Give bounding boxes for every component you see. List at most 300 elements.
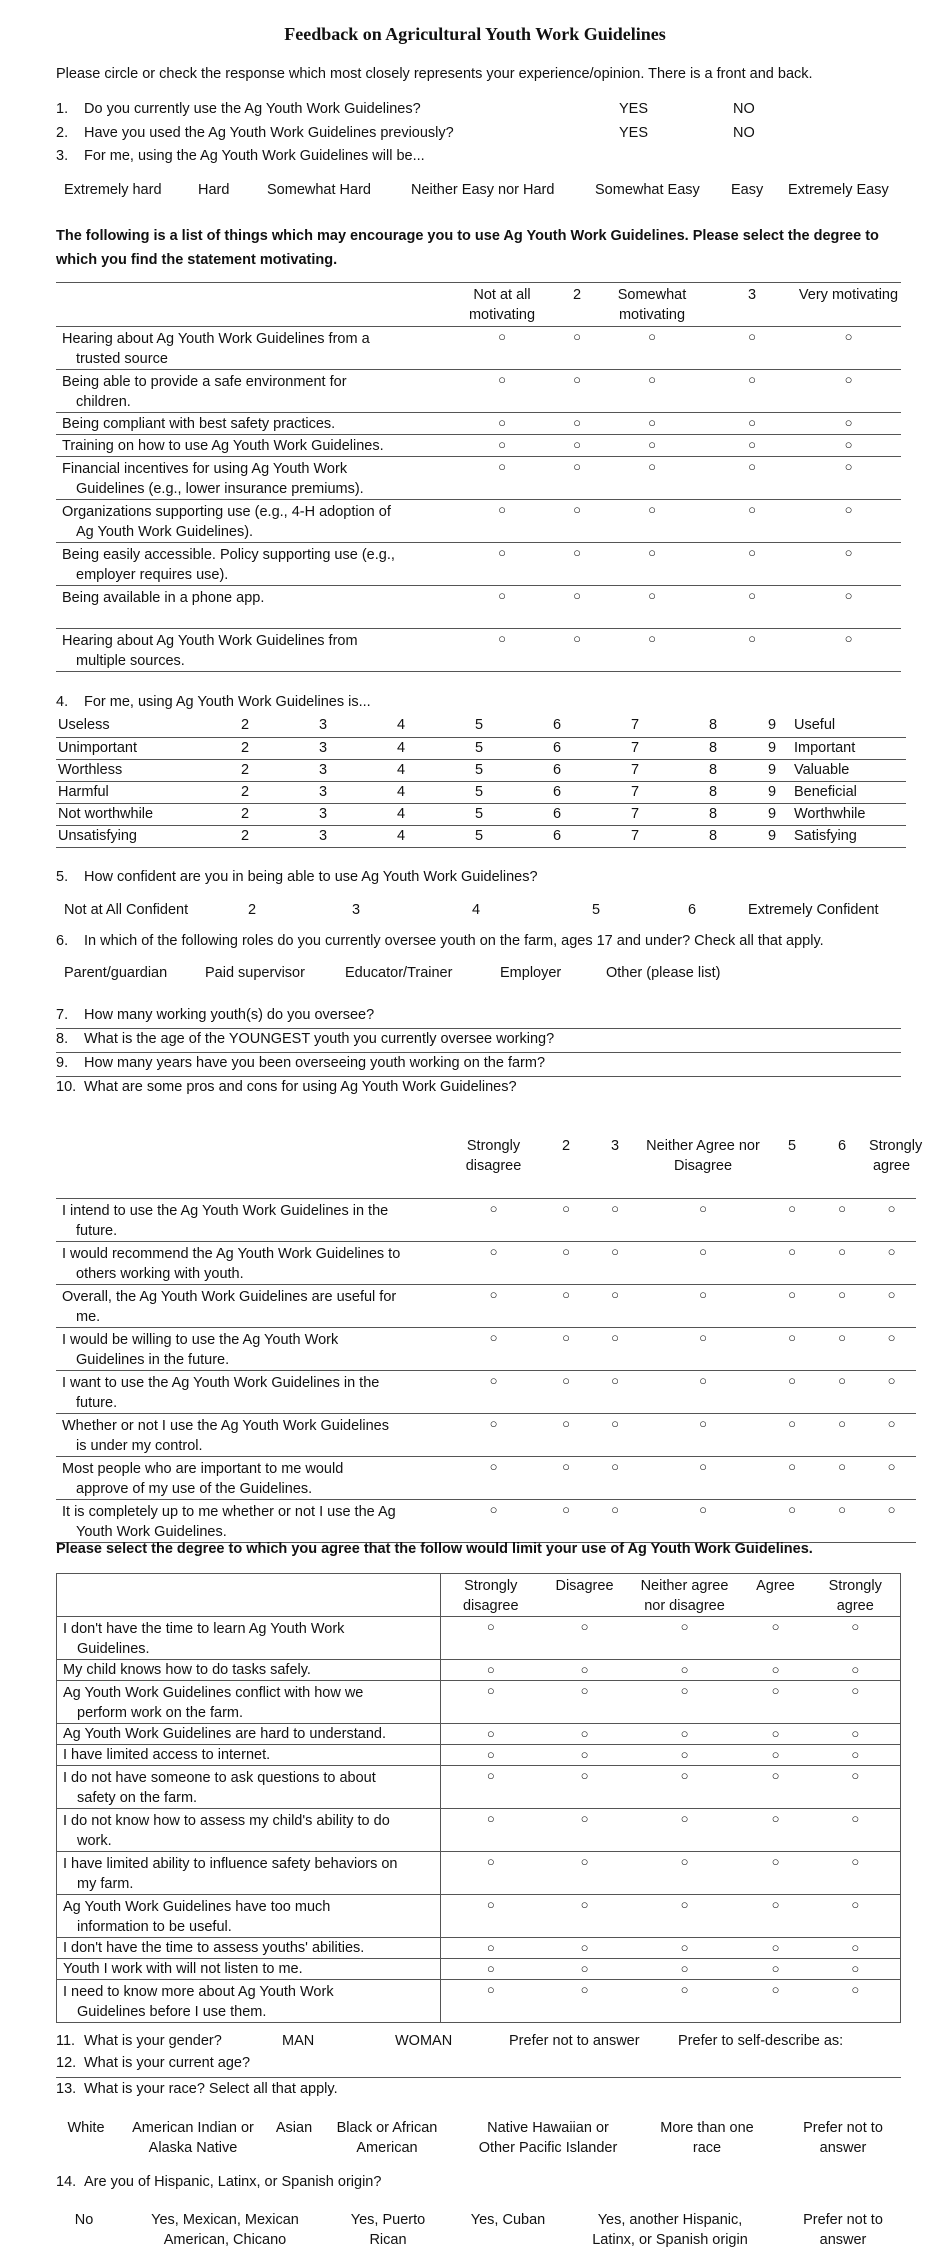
statement-cell [57,1980,441,2023]
radio-option[interactable]: ○ [699,1501,707,1517]
radio-option[interactable]: ○ [498,329,506,344]
radio-option[interactable]: ○ [573,545,581,560]
radio-option[interactable]: ○ [648,588,656,603]
radio-option[interactable]: ○ [844,459,853,474]
radio-option[interactable]: ○ [486,1662,495,1677]
radio-option[interactable]: ○ [611,1501,619,1517]
scale-point[interactable]: 9 [767,739,777,756]
radio-option[interactable]: ○ [851,1982,860,1997]
radio-option[interactable]: ○ [748,415,756,430]
scale-point[interactable]: 5 [474,761,484,778]
radio-option[interactable]: ○ [573,329,581,344]
radio-option[interactable]: ○ [580,1897,589,1912]
radio-option[interactable]: ○ [489,1286,498,1302]
q11-option[interactable]: WOMAN [395,2033,453,2049]
radio-option[interactable]: ○ [611,1458,619,1474]
radio-option[interactable]: ○ [498,459,506,474]
radio-option[interactable]: ○ [887,1415,896,1431]
radio-option[interactable]: ○ [498,545,506,560]
scale-point[interactable]: 4 [396,739,406,756]
scale-point[interactable]: 8 [708,717,718,733]
radio-option[interactable]: ○ [489,1501,498,1517]
statement-line: Guidelines. [77,1641,150,1657]
radio-option[interactable]: ○ [580,1768,589,1783]
radio-option[interactable]: ○ [562,1415,570,1431]
radio-option[interactable]: ○ [680,1982,689,1997]
statement-cell [56,457,446,500]
radio-option[interactable]: ○ [562,1200,570,1216]
radio-option[interactable]: ○ [771,1768,780,1783]
q2-number: 2. [56,125,69,141]
radio-option[interactable]: ○ [580,1747,589,1762]
column-header: 2 [561,1138,571,1154]
radio-option[interactable]: ○ [887,1200,896,1216]
radio-option[interactable]: ○ [851,1726,860,1741]
radio-option[interactable]: ○ [838,1372,846,1388]
radio-option[interactable]: ○ [771,1961,780,1976]
radio-option[interactable]: ○ [748,545,756,560]
scale-point[interactable]: 7 [630,805,640,822]
scale-point[interactable]: 4 [396,717,406,733]
statement-line: I would be willing to use the Ag Youth Work [62,1331,339,1348]
scale-point[interactable]: 8 [708,761,718,778]
q11-option[interactable]: Prefer not to answer [509,2033,640,2049]
radio-option[interactable]: ○ [771,1619,780,1634]
radio-option[interactable]: ○ [771,1747,780,1762]
radio-option[interactable]: ○ [486,1726,495,1741]
radio-option[interactable]: ○ [788,1329,796,1345]
radio-option[interactable]: ○ [498,437,506,452]
answer-line[interactable] [56,1052,901,1053]
radio-option[interactable]: ○ [838,1200,846,1216]
radio-option[interactable]: ○ [851,1854,860,1869]
scale-point[interactable]: 7 [630,827,640,844]
radio-option[interactable]: ○ [648,415,656,430]
scale-point[interactable]: 9 [767,827,777,844]
radio-option[interactable]: ○ [486,1961,495,1976]
radio-option[interactable]: ○ [611,1372,619,1388]
table-row [56,1499,916,1542]
q3-option[interactable]: Easy [731,182,764,198]
radio-option[interactable]: ○ [887,1243,896,1259]
radio-option[interactable]: ○ [788,1372,796,1388]
q11-option[interactable]: MAN [282,2033,315,2049]
radio-option[interactable]: ○ [748,437,756,452]
q14-option[interactable]: No [74,2212,94,2228]
radio-option[interactable]: ○ [844,372,853,387]
radio-option[interactable]: ○ [648,329,656,344]
radio-option[interactable]: ○ [680,1811,689,1826]
scale-point[interactable]: 2 [240,761,250,778]
scale-row [56,781,906,803]
radio-option[interactable]: ○ [851,1683,860,1698]
scale-point[interactable]: 9 [767,783,777,800]
statement-line: Being available in a phone app. [62,590,265,606]
q5-text: How confident are you in being able to use Ag Youth Work Guidelines? [84,869,538,885]
scale-point[interactable]: 4 [396,827,406,844]
radio-option[interactable]: ○ [680,1726,689,1741]
radio-option[interactable]: ○ [699,1458,707,1474]
radio-option[interactable]: ○ [851,1747,860,1762]
scale-point[interactable]: 7 [630,739,640,756]
scale-point[interactable]: 9 [767,717,777,733]
radio-option[interactable]: ○ [838,1458,846,1474]
scale-right-anchor: Valuable [794,761,850,778]
statement-cell [56,327,446,370]
statement-line: Youth I work with will not listen to me. [63,1961,303,1977]
radio-option[interactable]: ○ [648,459,656,474]
radio-option[interactable]: ○ [748,459,756,474]
q6-option[interactable]: Employer [500,965,562,981]
scale-point[interactable]: 3 [318,805,328,822]
radio-option[interactable]: ○ [562,1458,570,1474]
q3-option[interactable]: Neither Easy nor Hard [411,182,555,198]
radio-option[interactable]: ○ [611,1329,619,1345]
radio-option[interactable]: ○ [771,1897,780,1912]
motivation-table [56,282,901,672]
radio-option[interactable]: ○ [851,1619,860,1634]
radio-option[interactable]: ○ [580,1982,589,1997]
answer-line[interactable] [56,2077,901,2078]
q1-yes-option[interactable]: YES [619,101,649,117]
radio-option[interactable]: ○ [844,437,853,452]
statement-line: I don't have the time to assess youths' abilities. [63,1940,365,1956]
radio-option[interactable]: ○ [489,1329,498,1345]
statement-line: Youth Work Guidelines. [76,1523,227,1540]
radio-option[interactable]: ○ [680,1747,689,1762]
radio-option[interactable]: ○ [851,1961,860,1976]
agreement-header-row [56,1134,916,1198]
scale-point[interactable]: 2 [240,717,250,733]
q5-option[interactable]: 5 [592,902,601,918]
table-row [56,435,901,457]
radio-option[interactable]: ○ [771,1683,780,1698]
radio-option[interactable]: ○ [562,1329,570,1345]
radio-option[interactable]: ○ [489,1458,498,1474]
radio-option[interactable]: ○ [573,415,581,430]
radio-option[interactable]: ○ [489,1200,498,1216]
radio-option[interactable]: ○ [562,1501,570,1517]
radio-option[interactable]: ○ [844,631,853,646]
q13-option[interactable]: Asian [275,2120,313,2136]
column-header: Disagree [555,1578,614,1594]
radio-option[interactable]: ○ [851,1940,860,1955]
radio-option[interactable]: ○ [844,415,853,430]
scale-point[interactable]: 4 [396,805,406,822]
radio-option[interactable]: ○ [486,1683,495,1698]
radio-option[interactable]: ○ [887,1329,896,1345]
radio-option[interactable]: ○ [680,1662,689,1677]
statement-line: future. [76,1222,118,1239]
table-row [56,543,901,586]
radio-option[interactable]: ○ [838,1329,846,1345]
table-row [56,500,901,543]
scale-point[interactable]: 7 [630,783,640,800]
radio-option[interactable]: ○ [851,1768,860,1783]
radio-option[interactable]: ○ [562,1372,570,1388]
q3-option[interactable]: Extremely Easy [788,182,889,198]
radio-option[interactable]: ○ [648,372,656,387]
radio-option[interactable]: ○ [748,588,756,603]
q14-option[interactable]: Yes, Cuban [470,2212,546,2228]
q2-yes-option[interactable]: YES [619,125,649,141]
q5-option[interactable]: Extremely Confident [748,902,879,918]
radio-option[interactable]: ○ [771,1982,780,1997]
radio-option[interactable]: ○ [887,1501,896,1517]
radio-option[interactable]: ○ [748,329,756,344]
radio-option[interactable]: ○ [838,1501,846,1517]
radio-option[interactable]: ○ [788,1415,796,1431]
radio-option[interactable]: ○ [771,1940,780,1955]
radio-option[interactable]: ○ [498,502,506,517]
radio-option[interactable]: ○ [486,1619,495,1634]
q13-option[interactable]: American Indian or Alaska Native [132,2120,254,2156]
q5-option[interactable]: 4 [472,902,481,918]
q6-number: 6. [56,933,69,949]
radio-option[interactable]: ○ [851,1662,860,1677]
radio-option[interactable]: ○ [887,1458,896,1474]
radio-option[interactable]: ○ [562,1286,570,1302]
scale-point[interactable]: 4 [396,761,406,778]
scale-point[interactable]: 5 [474,827,484,844]
radio-option[interactable]: ○ [771,1811,780,1826]
q5-option[interactable]: 6 [688,902,697,918]
radio-option[interactable]: ○ [573,588,581,603]
radio-option[interactable]: ○ [788,1200,796,1216]
radio-option[interactable]: ○ [486,1897,495,1912]
statement-cell [57,1745,441,1766]
radio-option[interactable]: ○ [611,1243,619,1259]
radio-option[interactable]: ○ [573,372,581,387]
radio-option[interactable]: ○ [680,1897,689,1912]
scale-point[interactable]: 5 [474,783,484,800]
radio-option[interactable]: ○ [680,1619,689,1634]
q3-option[interactable]: Somewhat Easy [595,182,700,198]
table-row [57,1852,901,1895]
barriers-table [56,1573,901,2023]
radio-option[interactable]: ○ [486,1811,495,1826]
scale-point[interactable]: 3 [318,827,328,844]
statement-cell [56,629,446,672]
scale-point[interactable]: 6 [552,717,562,733]
radio-option[interactable]: ○ [748,372,756,387]
radio-option[interactable]: ○ [580,1619,589,1634]
radio-option[interactable]: ○ [851,1897,860,1912]
radio-option[interactable]: ○ [498,372,506,387]
radio-option[interactable]: ○ [580,1662,589,1677]
radio-option[interactable]: ○ [844,545,853,560]
radio-option[interactable]: ○ [486,1854,495,1869]
scale-point[interactable]: 5 [474,805,484,822]
q13-option[interactable]: Prefer not to answer [803,2120,883,2156]
scale-point[interactable]: 8 [708,805,718,822]
scale-point[interactable]: 6 [552,783,562,800]
radio-option[interactable]: ○ [580,1940,589,1955]
statement-line: Organizations supporting use (e.g., 4-H adoption of [62,504,391,520]
q6-option[interactable]: Other (please list) [606,965,721,981]
radio-option[interactable]: ○ [838,1243,846,1259]
radio-option[interactable]: ○ [887,1286,896,1302]
scale-point[interactable]: 3 [318,717,328,733]
radio-option[interactable]: ○ [699,1243,707,1259]
scale-point[interactable]: 5 [474,739,484,756]
radio-option[interactable]: ○ [699,1372,707,1388]
radio-option[interactable]: ○ [851,1811,860,1826]
scale-point[interactable]: 5 [474,717,484,733]
radio-option[interactable]: ○ [788,1501,796,1517]
q4-number: 4. [56,694,69,710]
radio-option[interactable]: ○ [580,1683,589,1698]
q14-number: 14. [56,2174,77,2190]
scale-point[interactable]: 7 [630,761,640,778]
q3-option[interactable]: Extremely hard [64,182,162,198]
radio-option[interactable]: ○ [562,1243,570,1259]
radio-option[interactable]: ○ [771,1726,780,1741]
scale-point[interactable]: 4 [396,783,406,800]
q3-option[interactable]: Hard [198,182,230,198]
q7-text: How many working youth(s) do you oversee? [84,1007,375,1023]
scale-right-anchor: Satisfying [794,827,857,844]
radio-option[interactable]: ○ [648,437,656,452]
statement-cell [57,1660,441,1681]
radio-option[interactable]: ○ [680,1768,689,1783]
scale-point[interactable]: 8 [708,739,718,756]
radio-option[interactable]: ○ [680,1940,689,1955]
radio-option[interactable]: ○ [680,1961,689,1976]
radio-option[interactable]: ○ [580,1811,589,1826]
radio-option[interactable]: ○ [844,502,853,517]
q14-option[interactable]: Prefer not to answer [803,2212,883,2248]
radio-option[interactable]: ○ [699,1200,707,1216]
radio-option[interactable]: ○ [489,1243,498,1259]
q2-no-option[interactable]: NO [733,125,755,141]
radio-option[interactable]: ○ [699,1329,707,1345]
radio-option[interactable]: ○ [788,1286,796,1302]
radio-option[interactable]: ○ [611,1200,619,1216]
radio-option[interactable]: ○ [580,1854,589,1869]
q14-option[interactable]: Yes, Mexican, Mexican American, Chicano [151,2212,299,2248]
radio-option[interactable]: ○ [680,1683,689,1698]
q12-text: What is your current age? [84,2055,251,2071]
scale-point[interactable]: 9 [767,761,777,778]
radio-option[interactable]: ○ [887,1372,896,1388]
statement-line: My child knows how to do tasks safely. [63,1662,311,1678]
q14-option[interactable]: Yes, another Hispanic, Latinx, or Spanish origin [592,2212,748,2248]
q13-option[interactable]: More than one race [660,2120,754,2156]
radio-option[interactable]: ○ [611,1286,619,1302]
q11-number: 11. [56,2033,76,2049]
radio-option[interactable]: ○ [648,631,656,646]
q3-option[interactable]: Somewhat Hard [267,182,371,198]
statement-line: Guidelines in the future. [76,1351,230,1368]
scale-point[interactable]: 9 [767,805,777,822]
radio-option[interactable]: ○ [580,1961,589,1976]
radio-option[interactable]: ○ [648,545,656,560]
statement-cell [56,1499,446,1542]
q6-option[interactable]: Parent/guardian [64,965,168,981]
q14-option[interactable]: Yes, Puerto Rican [350,2212,426,2248]
table-row [57,1959,901,1980]
scale-point[interactable]: 6 [552,827,562,844]
q13-option[interactable]: Native Hawaiian or Other Pacific Islander [478,2120,618,2156]
scale-point[interactable]: 8 [708,783,718,800]
statement-cell [56,1413,446,1456]
radio-option[interactable]: ○ [788,1458,796,1474]
radio-option[interactable]: ○ [573,631,581,646]
radio-option[interactable]: ○ [788,1243,796,1259]
radio-option[interactable]: ○ [498,588,506,603]
radio-option[interactable]: ○ [573,437,581,452]
q1-text: Do you currently use the Ag Youth Work Guidelines? [84,101,421,117]
scale-point[interactable]: 7 [630,717,640,733]
scale-point[interactable]: 2 [240,783,250,800]
radio-option[interactable]: ○ [680,1854,689,1869]
scale-point[interactable]: 6 [552,739,562,756]
radio-option[interactable]: ○ [699,1286,707,1302]
radio-option[interactable]: ○ [771,1662,780,1677]
scale-point[interactable]: 3 [318,783,328,800]
radio-option[interactable]: ○ [486,1940,495,1955]
radio-option[interactable]: ○ [648,502,656,517]
q5-option[interactable]: 2 [248,902,257,918]
statement-line: It is completely up to me whether or not I use the Ag [62,1503,396,1520]
radio-option[interactable]: ○ [748,631,756,646]
radio-option[interactable]: ○ [498,415,506,430]
radio-option[interactable]: ○ [573,502,581,517]
scale-point[interactable]: 6 [552,805,562,822]
radio-option[interactable]: ○ [489,1372,498,1388]
scale-point[interactable]: 2 [240,805,250,822]
answer-line[interactable] [56,1028,901,1029]
radio-option[interactable]: ○ [498,631,506,646]
q6-option[interactable]: Paid supervisor [205,965,305,981]
q5-option[interactable]: Not at All Confident [64,902,189,918]
radio-option[interactable]: ○ [580,1726,589,1741]
q5-option[interactable]: 3 [352,902,361,918]
radio-option[interactable]: ○ [486,1768,495,1783]
radio-option[interactable]: ○ [611,1415,619,1431]
scale-point[interactable]: 2 [240,739,250,756]
radio-option[interactable]: ○ [486,1747,495,1762]
radio-option[interactable]: ○ [748,502,756,517]
radio-option[interactable]: ○ [838,1415,846,1431]
scale-point[interactable]: 6 [552,761,562,778]
q6-option[interactable]: Educator/Trainer [345,965,453,981]
motivation-heading: The following is a list of things which may encourage you to use Ag Youth Work Guidelines. Please select the degree to which you find the statement motivating. [56,228,879,268]
q1-no-option[interactable]: NO [733,101,755,117]
radio-option[interactable]: ○ [486,1982,495,1997]
q11-option[interactable]: Prefer to self-describe as: [678,2033,844,2049]
radio-option[interactable]: ○ [844,588,853,603]
radio-option[interactable]: ○ [844,329,853,344]
q13-option[interactable]: Black or African American [336,2120,438,2156]
agreement-table [56,1134,923,1543]
radio-option[interactable]: ○ [838,1286,846,1302]
answer-line[interactable] [56,1076,901,1077]
statement-line: perform work on the farm. [77,1705,243,1721]
radio-option[interactable]: ○ [489,1415,498,1431]
statement-line: Most people who are important to me would [62,1460,344,1477]
q13-option[interactable]: White [67,2120,105,2136]
radio-option[interactable]: ○ [771,1854,780,1869]
table-row [57,1895,901,1938]
scale-point[interactable]: 8 [708,827,718,844]
scale-point[interactable]: 3 [318,761,328,778]
radio-option[interactable]: ○ [699,1415,707,1431]
scale-point[interactable]: 3 [318,739,328,756]
radio-option[interactable]: ○ [573,459,581,474]
scale-point[interactable]: 2 [240,827,250,844]
